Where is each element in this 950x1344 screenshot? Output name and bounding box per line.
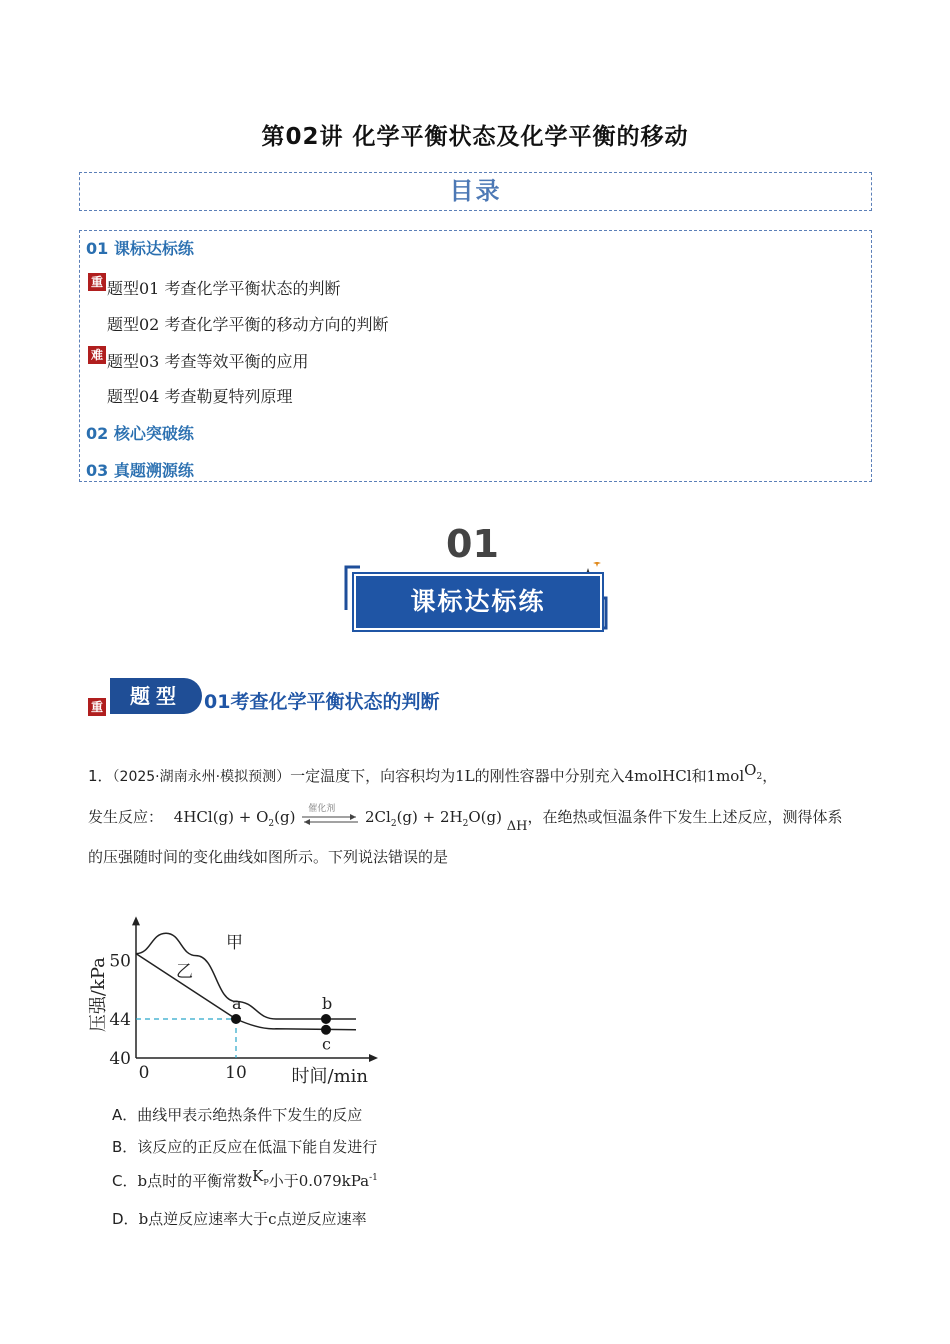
option-a[interactable]: A．曲线甲表示绝热条件下发生的反应 xyxy=(112,1106,363,1124)
x-tick-0: 0 xyxy=(138,1063,150,1083)
type-tag-text: 题型 xyxy=(130,684,182,708)
pressure-time-chart xyxy=(84,868,384,1086)
question-line-2 xyxy=(88,804,843,834)
toc-item-4[interactable]: 题型04 考查勒夏特列原理 xyxy=(107,387,293,406)
catalyst-label: 催化剂 xyxy=(308,804,336,814)
x-tick-10: 10 xyxy=(225,1063,247,1083)
point-label-c: c xyxy=(322,1034,331,1054)
delta-h: ΔH xyxy=(506,819,528,834)
sparkle-small-icon xyxy=(593,562,601,567)
series-label-1: 甲 xyxy=(226,932,243,953)
comma: ， xyxy=(762,767,778,785)
y-tick-50: 50 xyxy=(109,951,131,972)
question-line-1 xyxy=(88,761,778,788)
kp-symbol: $K_P$ xyxy=(252,1167,269,1187)
option-d[interactable]: D．b点逆反应速率大于c点逆反应速率 xyxy=(112,1210,367,1228)
banner-plate xyxy=(354,574,602,630)
toc-section-3[interactable]: 03 真题溯源练 xyxy=(86,461,194,480)
toc-section-2[interactable]: 02 核心突破练 xyxy=(86,424,194,443)
o2-formula: $O_2$ xyxy=(744,761,763,782)
option-c[interactable]: C．b点时的平衡常数$K_P$小于0.079kPa$^{-1}$ xyxy=(112,1167,378,1190)
banner-label: 课标达标练 xyxy=(410,587,546,616)
banner-number: 01 xyxy=(446,522,499,566)
toc-heading-box xyxy=(79,172,872,211)
badge-difficult: 难 xyxy=(88,346,106,364)
series-label-2: 乙 xyxy=(176,962,193,983)
page-title: 第02讲 化学平衡状态及化学平衡的移动 xyxy=(261,124,689,150)
question-line-2-tail: ，在绝热或恒温条件下发生上述反应，测得体系 xyxy=(527,808,843,826)
toc-item-2[interactable]: 题型02 考查化学平衡的移动方向的判断 xyxy=(107,315,389,334)
badge-important: 重 xyxy=(88,273,106,291)
reversible-arrow-icon xyxy=(300,811,360,829)
data-point-c xyxy=(321,1025,331,1035)
question-source: （2025·湖南永州·模拟预测） xyxy=(112,769,291,785)
question-number: 1． xyxy=(88,767,113,785)
x-axis-label: 时间/min xyxy=(291,1066,368,1086)
section-banner xyxy=(340,522,612,634)
question-intro: 一定温度下，向容积均为1L的刚性容器中分别充入4molHCl和1mol xyxy=(290,767,745,785)
toc-item-1[interactable]: 题型01 考查化学平衡状态的判断 xyxy=(107,279,341,298)
toc-section-1[interactable]: 01 课标达标练 xyxy=(86,239,194,258)
equation-right: $2Cl_2(g) + 2H_2O(g)$ xyxy=(365,808,502,829)
equation-left: $4HCl(g) + O_2(g)$ xyxy=(173,808,296,829)
y-tick-44: 44 xyxy=(109,1010,131,1030)
y-tick-40: 40 xyxy=(109,1049,131,1069)
question-prefix: 发生反应： xyxy=(88,808,164,826)
type-label: 01考查化学平衡状态的判断 xyxy=(204,691,440,713)
point-label-b: b xyxy=(322,994,333,1013)
toc-item-3[interactable]: 题型03 考查等效平衡的应用 xyxy=(107,352,309,371)
toc-heading: 目录 xyxy=(449,177,502,205)
y-axis-arrow-icon xyxy=(132,916,140,925)
badge-important-2: 重 xyxy=(88,698,106,716)
point-label-a: a xyxy=(232,994,242,1013)
question-line-3: 的压强随时间的变化曲线如图所示。下列说法错误的是 xyxy=(88,848,449,866)
equilibrium-arrow xyxy=(300,804,360,827)
y-axis-label: 压强/kPa xyxy=(88,957,109,1033)
data-point-b xyxy=(321,1014,331,1024)
option-b[interactable]: B．该反应的正反应在低温下能自发进行 xyxy=(112,1138,378,1156)
x-axis-arrow-icon xyxy=(369,1054,378,1062)
type-tag xyxy=(110,678,202,714)
data-point-a xyxy=(231,1014,241,1024)
